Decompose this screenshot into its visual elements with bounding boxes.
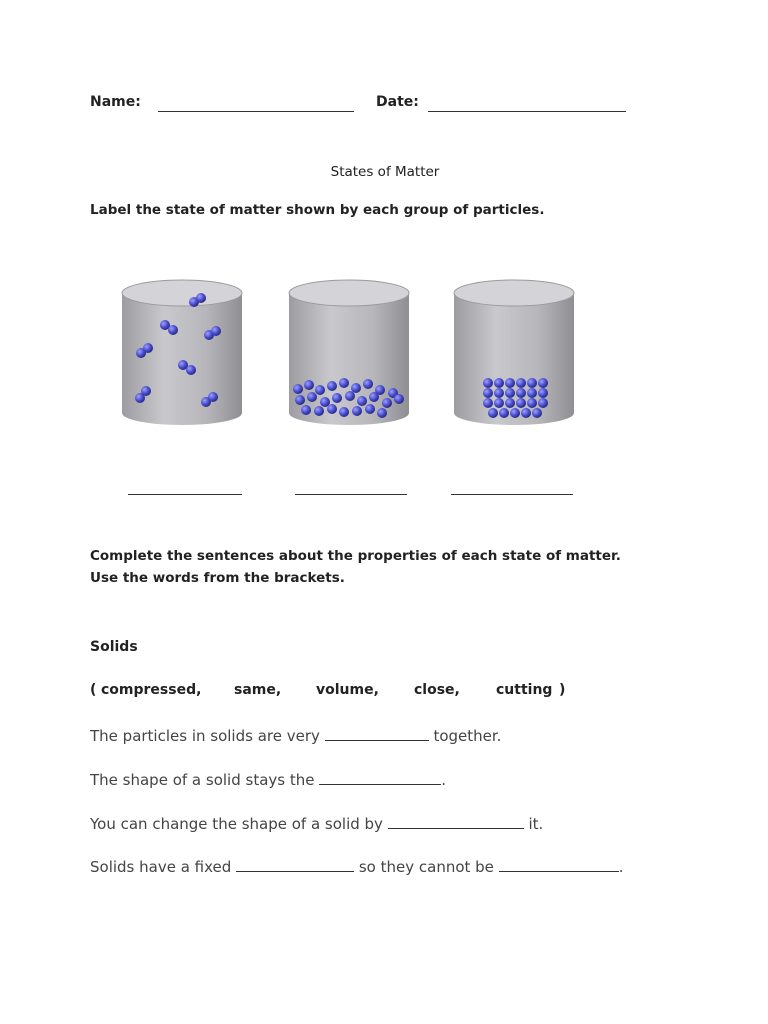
sentence-2-blank[interactable] bbox=[319, 783, 441, 785]
container-liquid bbox=[289, 280, 409, 425]
word-bank-word: cutting bbox=[496, 682, 553, 698]
container-solid bbox=[454, 280, 574, 425]
sentence-4-blank-1[interactable] bbox=[236, 870, 354, 872]
sentence-4 bbox=[90, 858, 623, 876]
name-label: Name: bbox=[90, 94, 141, 110]
sentence-1 bbox=[90, 727, 501, 745]
page-title-text: States of Matter bbox=[330, 164, 440, 180]
sentence-text: You can change the shape of a solid by bbox=[90, 815, 383, 833]
sentence-text: it. bbox=[528, 815, 544, 833]
sentence-text: The shape of a solid stays the bbox=[90, 771, 315, 789]
word-bank-word: same, bbox=[234, 682, 282, 698]
sentence-text: The particles in solids are very bbox=[90, 727, 320, 745]
date-field[interactable] bbox=[428, 111, 626, 112]
sentence-2 bbox=[90, 771, 446, 789]
page-title bbox=[0, 164, 768, 180]
sentence-1-blank[interactable] bbox=[325, 739, 429, 741]
word-bank-word: volume, bbox=[316, 682, 379, 698]
sentence-4-blank-2[interactable] bbox=[499, 870, 619, 872]
answer-line-2[interactable] bbox=[295, 494, 407, 495]
sentence-text: together. bbox=[433, 727, 502, 745]
container-gas bbox=[122, 280, 242, 425]
sentence-text: . bbox=[441, 771, 447, 789]
sentence-text: Solids have a fixed bbox=[90, 858, 232, 876]
word-bank-open: ( bbox=[90, 682, 97, 698]
containers-illustration bbox=[110, 265, 590, 435]
word-bank-word: compressed, bbox=[101, 682, 202, 698]
name-field[interactable] bbox=[158, 111, 354, 112]
sentence-text: so they cannot be bbox=[358, 858, 494, 876]
answer-line-1[interactable] bbox=[128, 494, 242, 495]
instruction-label-states: Label the state of matter shown by each group of particles. bbox=[90, 202, 545, 218]
answer-line-3[interactable] bbox=[451, 494, 573, 495]
section-title: Solids bbox=[90, 639, 138, 655]
sentence-3 bbox=[90, 815, 543, 833]
sentence-3-blank[interactable] bbox=[388, 827, 524, 829]
word-bank-word: close, bbox=[414, 682, 460, 698]
instruction-complete-sentences: Complete the sentences about the properties of each state of matter. Use the words from the brackets. bbox=[90, 548, 621, 586]
date-label: Date: bbox=[376, 94, 419, 110]
sentence-text: . bbox=[618, 858, 624, 876]
word-bank-close: ) bbox=[559, 682, 566, 698]
